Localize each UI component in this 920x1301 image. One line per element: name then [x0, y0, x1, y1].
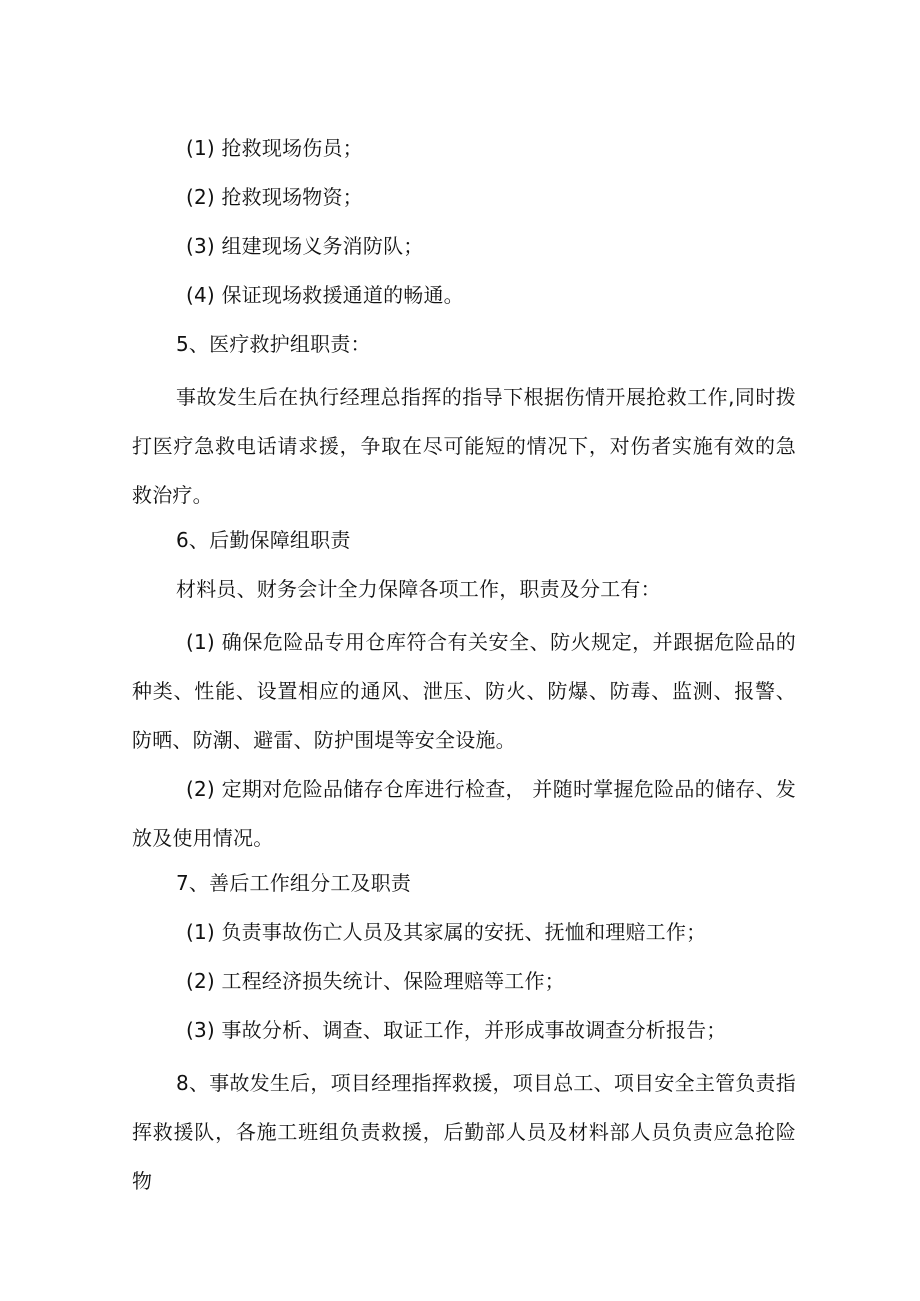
- list-item-rescue-injured: (1) 抢救现场伤员；: [186, 136, 363, 160]
- section-heading-medical: 5、医疗救护组职责：: [176, 332, 371, 356]
- list-item-rescue-materials: (2) 抢救现场物资；: [186, 185, 363, 209]
- paragraph-warehouse-safety: (1) 确保危险品专用仓库符合有关安全、防火规定，并跟据危险品的种类、性能、设置相应的通风、泄压、防火、防爆、防毒、监测、报警、防晒、防潮、避雷、防护围堤等安全设施。: [132, 630, 796, 752]
- list-item-accident-analysis: (3) 事故分析、调查、取证工作，并形成事故调查分析报告；: [186, 1018, 727, 1042]
- paragraph-warehouse-inspection: (2) 定期对危险品储存仓库进行检查， 并随时掌握危险品的储存、发放及使用情况。: [132, 777, 796, 850]
- list-item-fire-brigade: (3) 组建现场义务消防队；: [186, 234, 424, 258]
- paragraph-post-accident-command: 8、事故发生后，项目经理指挥救援，项目总工、项目安全主管负责指挥救援队，各施工班组负责救援，后勤部人员及材料部人员负责应急抢险物: [132, 1071, 796, 1193]
- section-heading-aftermath: 7、善后工作组分工及职责: [176, 871, 412, 895]
- paragraph-medical-duty: 事故发生后在执行经理总指挥的指导下根据伤情开展抢救工作,同时拨打医疗急救电话请求援，争取在尽可能短的情况下，对伤者实施有效的急救治疗。: [132, 385, 796, 507]
- list-item-loss-statistics: (2) 工程经济损失统计、保险理赔等工作；: [186, 969, 565, 993]
- list-item-rescue-channel: (4) 保证现场救援通道的畅通。: [186, 283, 464, 307]
- list-item-compensation: (1) 负责事故伤亡人员及其家属的安抚、抚恤和理赔工作；: [186, 920, 707, 944]
- section-heading-logistics: 6、后勤保障组职责: [176, 528, 351, 552]
- paragraph-logistics-intro: 材料员、财务会计全力保障各项工作，职责及分工有：: [176, 577, 661, 601]
